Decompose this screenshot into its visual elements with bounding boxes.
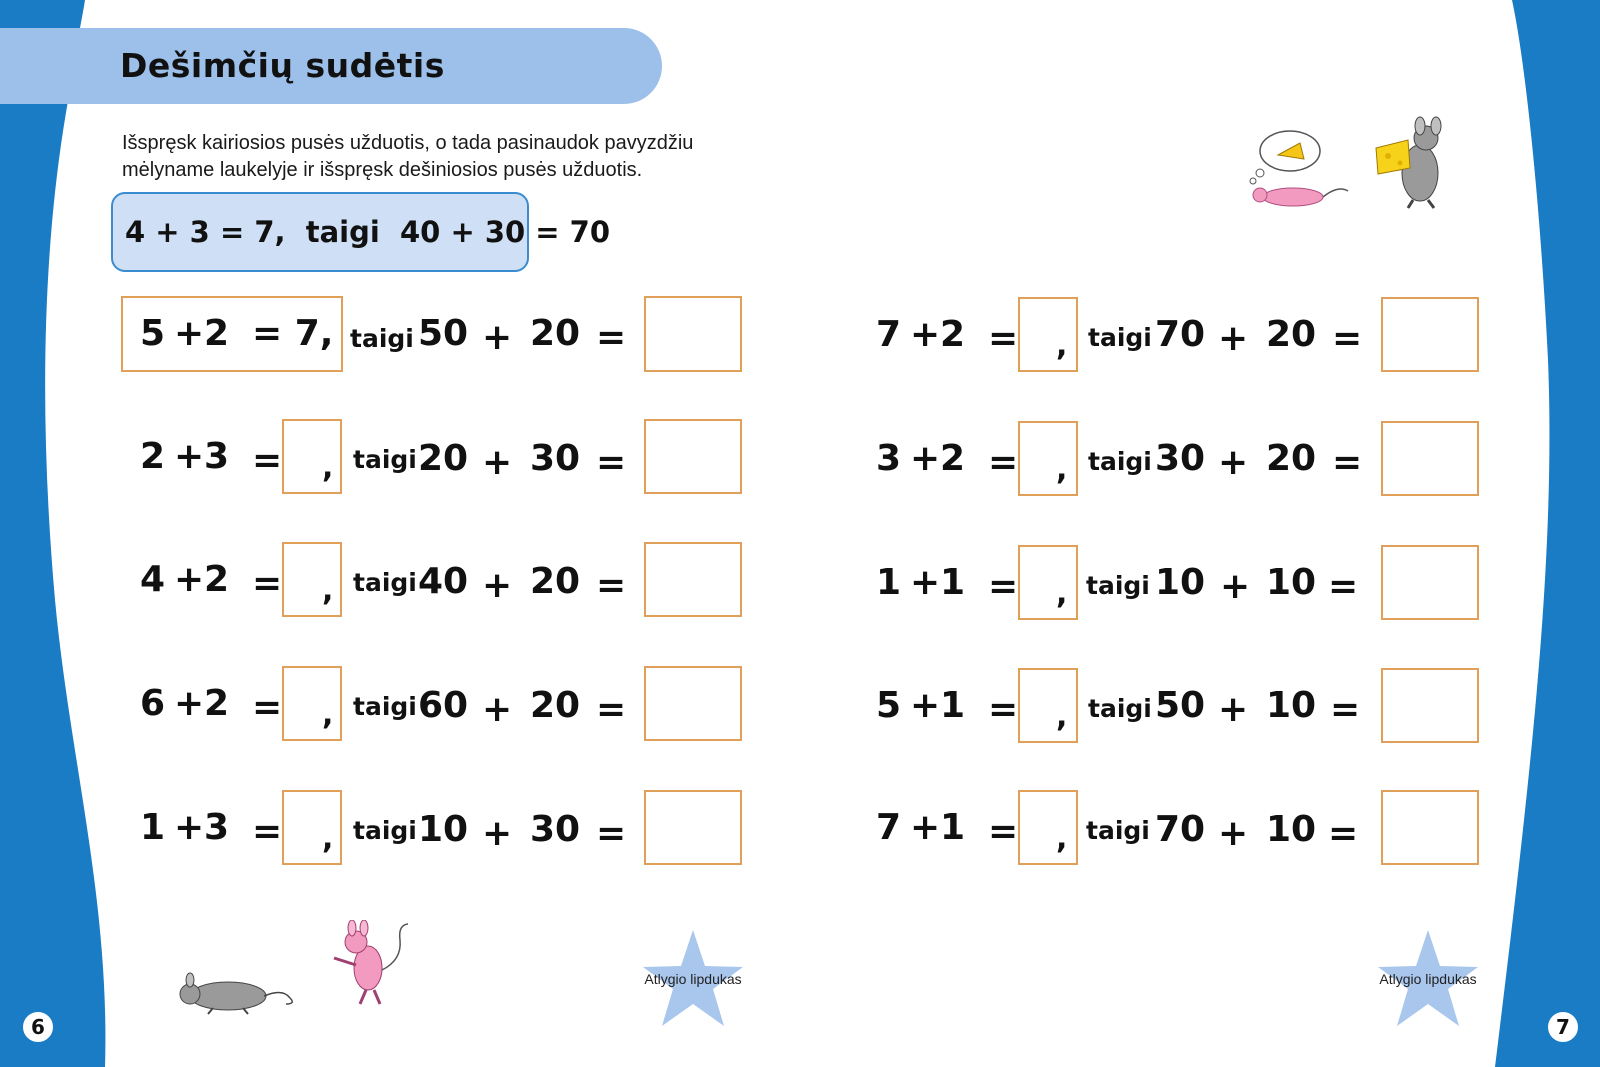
plus-sign: +	[910, 438, 941, 479]
tens-b: 30	[530, 438, 581, 479]
tens-b: 20	[530, 685, 581, 726]
first-tens-a: 50	[418, 313, 469, 354]
term-a: 4	[140, 559, 166, 600]
tens-a: 10	[1155, 562, 1206, 603]
term-b: 2	[940, 314, 966, 355]
tens-a: 20	[418, 438, 469, 479]
term-a: 1	[876, 562, 902, 603]
plus-sign: +	[174, 559, 205, 600]
answer-box[interactable]	[644, 542, 742, 617]
answer-box[interactable]	[644, 419, 742, 494]
sum-answer-box[interactable]	[1018, 790, 1078, 865]
taigi-label: taigi	[1086, 816, 1150, 845]
term-b: 3	[204, 807, 230, 848]
equals-sign: =	[596, 689, 627, 730]
plus-sign: +	[910, 562, 941, 603]
comma: ,	[1056, 452, 1068, 487]
equals-sign: =	[988, 318, 1019, 359]
tens-a: 60	[418, 685, 469, 726]
answer-box[interactable]	[1381, 790, 1479, 865]
plus-sign: +	[482, 689, 513, 730]
answer-box[interactable]	[644, 666, 742, 741]
equals-sign: =	[596, 442, 627, 483]
term-b: 1	[940, 685, 966, 726]
term-b: 2	[940, 438, 966, 479]
tens-a: 10	[418, 809, 469, 850]
sum-answer-box[interactable]	[1018, 668, 1078, 743]
tens-b: 10	[1266, 685, 1317, 726]
term-b: 3	[204, 436, 230, 477]
comma: ,	[322, 573, 334, 608]
taigi-label: taigi	[353, 568, 417, 597]
plus-sign: +	[1218, 442, 1249, 483]
plus-sign: +	[174, 313, 205, 354]
taigi-label: taigi	[1088, 694, 1152, 723]
answer-box[interactable]	[1381, 668, 1479, 743]
tens-b: 20	[1266, 314, 1317, 355]
tens-b: 30	[530, 809, 581, 850]
mouse-dreaming-illustration	[1238, 125, 1360, 215]
answer-box[interactable]	[1381, 421, 1479, 496]
answer-box[interactable]	[644, 296, 742, 372]
plus-sign: +	[482, 813, 513, 854]
comma: ,	[322, 821, 334, 856]
tens-b: 10	[1266, 809, 1317, 850]
comma: ,	[1056, 699, 1068, 734]
comma: ,	[1056, 821, 1068, 856]
equals-sign: =	[596, 317, 627, 358]
sleeping-mouse-illustration	[168, 968, 303, 1018]
tens-b: 20	[1266, 438, 1317, 479]
page-number-left: 6	[20, 1009, 56, 1045]
reward-sticker-label: Atlygio lipdukas	[1379, 971, 1477, 987]
taigi-label: taigi	[353, 692, 417, 721]
equals-sign: =	[252, 440, 283, 481]
tens-a: 30	[1155, 438, 1206, 479]
page-number-right: 7	[1545, 1009, 1581, 1045]
equals-sign: =	[1328, 566, 1359, 607]
term-b: 1	[940, 807, 966, 848]
plus-sign: +	[1218, 689, 1249, 730]
term-a: 1	[140, 807, 166, 848]
equals-sign: =	[988, 442, 1019, 483]
taigi-label: taigi	[353, 816, 417, 845]
taigi-label: taigi	[1088, 447, 1152, 476]
term-a: 7	[876, 807, 902, 848]
first-term-a: 5	[140, 313, 166, 354]
term-b: 1	[940, 562, 966, 603]
pink-mouse-illustration	[326, 920, 426, 1010]
plus-sign: +	[910, 685, 941, 726]
plus-sign: +	[174, 436, 205, 477]
comma: ,	[1056, 576, 1068, 611]
equals-sign: =	[1332, 318, 1363, 359]
first-term-b: 2	[204, 313, 230, 354]
plus-sign: +	[174, 683, 205, 724]
plus-sign: +	[1220, 566, 1251, 607]
term-a: 2	[140, 436, 166, 477]
tens-b: 20	[530, 561, 581, 602]
taigi-label: taigi	[350, 324, 414, 353]
term-a: 5	[876, 685, 902, 726]
reward-sticker-label: Atlygio lipdukas	[644, 971, 742, 987]
tens-a: 40	[418, 561, 469, 602]
tens-a: 70	[1155, 809, 1206, 850]
tens-a: 50	[1155, 685, 1206, 726]
term-b: 2	[204, 559, 230, 600]
taigi-label: taigi	[353, 445, 417, 474]
term-a: 7	[876, 314, 902, 355]
equals-sign: =	[988, 811, 1019, 852]
taigi-label: taigi	[1088, 323, 1152, 352]
taigi-label: taigi	[1086, 571, 1150, 600]
equals-sign: =	[596, 813, 627, 854]
instructions-text: Išspręsk kairiosios pusės užduotis, o tada pasinaudok pavyzdžiu mėlyname laukelyje ir išspręsk dešiniosios pusės užduotis.	[122, 132, 694, 181]
sum-answer-box[interactable]	[1018, 545, 1078, 620]
equals-sign: =	[252, 811, 283, 852]
term-a: 3	[876, 438, 902, 479]
plus-sign: +	[174, 807, 205, 848]
equals-sign: =	[252, 563, 283, 604]
equals-sign: =	[596, 565, 627, 606]
comma: ,	[1056, 328, 1068, 363]
equals-sign: =	[252, 687, 283, 728]
plus-sign: +	[1218, 318, 1249, 359]
answer-box[interactable]	[1381, 545, 1479, 620]
answer-box[interactable]	[1381, 297, 1479, 372]
plus-sign: +	[482, 442, 513, 483]
equals-sign: =	[1332, 442, 1363, 483]
plus-sign: +	[910, 807, 941, 848]
plus-sign: +	[482, 565, 513, 606]
equals-sign: =	[1328, 813, 1359, 854]
equals-sign: =	[1330, 689, 1361, 730]
plus-sign: +	[910, 314, 941, 355]
first-sum: = 7,	[252, 313, 334, 354]
answer-box[interactable]	[644, 790, 742, 865]
plus-sign: +	[1218, 813, 1249, 854]
term-b: 2	[204, 683, 230, 724]
equals-sign: =	[988, 566, 1019, 607]
equals-sign: =	[988, 689, 1019, 730]
first-tens-b: 20	[530, 313, 581, 354]
sum-answer-box[interactable]	[1018, 297, 1078, 372]
tens-a: 70	[1155, 314, 1206, 355]
plus-sign: +	[482, 317, 513, 358]
comma: ,	[322, 450, 334, 485]
page-title: Dešimčių sudėtis	[120, 46, 445, 85]
comma: ,	[322, 697, 334, 732]
mouse-with-cheese-illustration	[1368, 108, 1468, 218]
example-box: 4 + 3 = 7, taigi 40 + 30 = 70	[111, 192, 529, 272]
tens-b: 10	[1266, 562, 1317, 603]
sum-answer-box[interactable]	[1018, 421, 1078, 496]
term-a: 6	[140, 683, 166, 724]
